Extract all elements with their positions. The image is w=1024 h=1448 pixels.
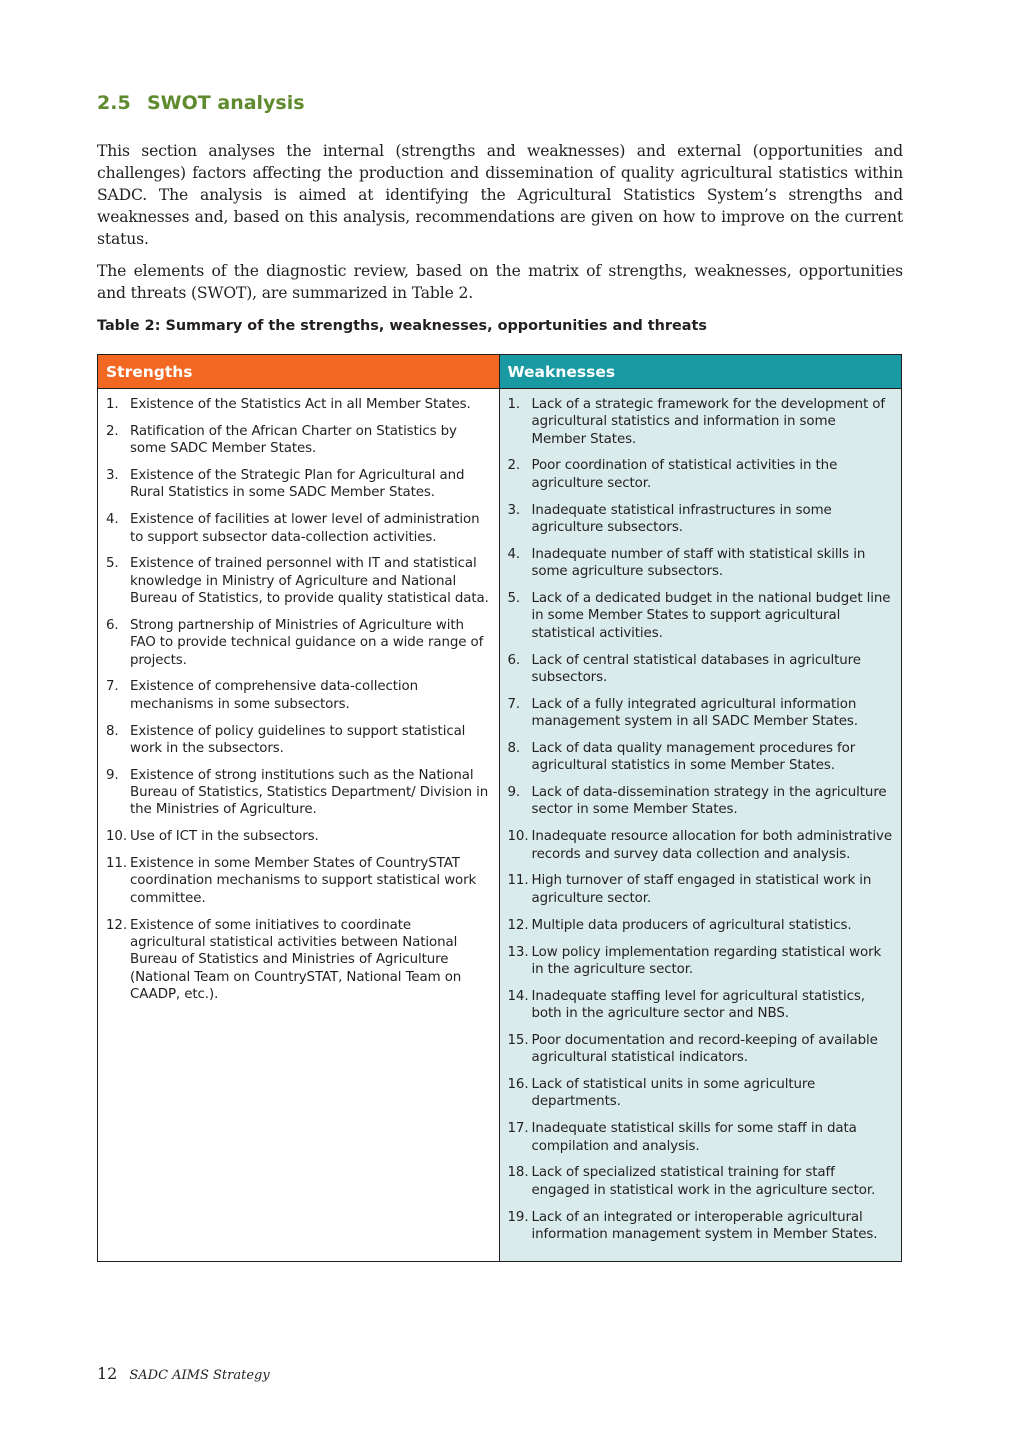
item-text: Low policy implementation regarding statistical work in the agriculture sector. [531, 944, 882, 977]
running-title: SADC AIMS Strategy [129, 1368, 270, 1383]
table-caption: Table 2: Summary of the strengths, weaknesses, opportunities and threats [97, 318, 707, 334]
intro-paragraphs [97, 140, 903, 314]
weakness-item [508, 828, 894, 863]
item-text: Strong partnership of Ministries of Agriculture with FAO to provide technical guidance on a wide range of projects. [130, 617, 484, 668]
item-text: Multiple data producers of agricultural statistics. [531, 917, 852, 933]
page-footer [97, 1364, 270, 1383]
item-number: 3. [507, 502, 521, 518]
item-number: 16. [507, 1077, 529, 1093]
item-text: Ratification of the African Charter on Statistics by some SADC Member States. [130, 423, 457, 457]
item-number: 4. [106, 512, 119, 528]
paragraph: The elements of the diagnostic review, based on the matrix of strengths, weaknesses, opportunities and threats (SWOT), are summarized in Table 2. [97, 262, 903, 302]
weakness-item [508, 944, 894, 979]
item-number: 10. [507, 829, 529, 845]
item-text: Inadequate statistical infrastructures in some agriculture subsectors. [531, 502, 832, 535]
strength-item [106, 467, 491, 502]
weakness-item [508, 1032, 894, 1067]
item-number: 18. [507, 1165, 529, 1181]
item-number: 17. [507, 1121, 529, 1137]
item-number: 9. [106, 767, 119, 783]
item-text: Lack of an integrated or interoperable agricultural information management system in Member States. [531, 1209, 878, 1242]
weakness-item [508, 988, 894, 1023]
item-text: Lack of specialized statistical training for staff engaged in statistical work in the agriculture sector. [531, 1165, 876, 1198]
item-text: Lack of data-dissemination strategy in the agriculture sector in some Member States. [531, 785, 887, 818]
section-title [97, 92, 305, 114]
strength-item [106, 511, 491, 546]
strengths-list [98, 389, 499, 1021]
strength-item [106, 423, 491, 458]
section-number: 2.5 [97, 92, 131, 114]
item-number: 12. [507, 917, 529, 933]
weaknesses-header: Weaknesses [500, 355, 902, 389]
weakness-item [508, 546, 894, 581]
item-number: 2. [507, 458, 521, 474]
item-text: Existence of the Strategic Plan for Agricultural and Rural Statistics in some SADC Member States. [130, 468, 465, 501]
item-text: Lack of a dedicated budget in the national budget line in some Member States to support agricultural statistical activities. [531, 591, 891, 641]
section-title-text: SWOT analysis [147, 92, 305, 114]
item-number: 12. [106, 917, 127, 933]
weakness-item [508, 1164, 894, 1199]
item-number: 14. [507, 988, 529, 1004]
item-text: Poor documentation and record-keeping of available agricultural statistical indicators. [531, 1032, 878, 1066]
weakness-item [508, 590, 894, 642]
strength-item [106, 855, 491, 907]
item-number: 6. [507, 652, 521, 668]
item-number: 2. [106, 423, 119, 439]
weakness-item [508, 917, 894, 934]
item-text: High turnover of staff engaged in statistical work in agriculture sector. [531, 873, 872, 906]
item-text: Lack of a fully integrated agricultural information management system in all SADC Member States. [531, 696, 858, 730]
item-number: 6. [106, 617, 119, 633]
item-number: 13. [507, 944, 529, 960]
strength-item [106, 917, 491, 1003]
item-text: Existence of facilities at lower level of administration to support subsector data-collection activities. [130, 512, 480, 545]
paragraph: This section analyses the internal (strengths and weaknesses) and external (opportunities and challenges) factors affecting the production and dissemination of quality agricultural statistics within SADC. The analysis is aimed at identifying the Agricultural Statistics System’s strengths and weaknesses and, based on this analysis, recommendations are given on how to improve on the current status. [97, 142, 903, 248]
item-number: 7. [507, 696, 521, 712]
strength-item [106, 767, 491, 819]
strengths-column [98, 355, 500, 1261]
item-text: Inadequate statistical skills for some staff in data compilation and analysis. [531, 1121, 857, 1154]
item-number: 9. [507, 785, 521, 801]
item-text: Lack of a strategic framework for the development of agricultural statistics and information in some Member States. [531, 397, 885, 447]
item-number: 5. [106, 556, 119, 572]
strength-item [106, 396, 491, 413]
weakness-item [508, 696, 894, 731]
item-text: Existence of trained personnel with IT and statistical knowledge in Ministry of Agriculture and National Bureau of Statistics, to provide quality statistical data. [130, 556, 489, 607]
item-text: Lack of data quality management procedures for agricultural statistics in some Member States. [531, 740, 856, 774]
item-text: Existence in some Member States of CountrySTAT coordination mechanisms to support statistical work committee. [130, 856, 477, 906]
weakness-item [508, 396, 894, 448]
strength-item [106, 828, 491, 845]
item-number: 11. [507, 873, 529, 889]
item-number: 8. [507, 740, 521, 756]
item-text: Inadequate number of staff with statistical skills in some agriculture subsectors. [531, 546, 866, 580]
strength-item [106, 617, 491, 669]
item-number: 10. [106, 829, 127, 845]
weaknesses-list [500, 389, 902, 1261]
weakness-item [508, 1209, 894, 1244]
weakness-item [508, 1076, 894, 1111]
strengths-header: Strengths [98, 355, 499, 389]
item-text: Inadequate staffing level for agricultural statistics, both in the agriculture sector and NBS. [531, 988, 865, 1022]
item-number: 4. [507, 546, 521, 562]
item-number: 15. [507, 1032, 529, 1048]
swot-table [97, 354, 902, 1262]
weakness-item [508, 872, 894, 907]
item-number: 3. [106, 468, 119, 484]
strength-item [106, 723, 491, 758]
weakness-item [508, 1120, 894, 1155]
weakness-item [508, 740, 894, 775]
item-text: Existence of policy guidelines to support statistical work in the subsectors. [130, 723, 466, 756]
weakness-item [508, 784, 894, 819]
strength-item [106, 555, 491, 607]
item-text: Use of ICT in the subsectors. [130, 829, 319, 845]
item-number: 5. [507, 591, 521, 607]
weakness-item [508, 652, 894, 687]
weaknesses-column [500, 355, 902, 1261]
item-text: Existence of strong institutions such as the National Bureau of Statistics, Statistics Department/ Division in the Ministries of Agriculture. [130, 767, 489, 818]
item-text: Lack of statistical units in some agriculture departments. [531, 1077, 816, 1110]
item-text: Existence of comprehensive data-collection mechanisms in some subsectors. [130, 679, 418, 712]
item-text: Existence of the Statistics Act in all Member States. [130, 397, 471, 412]
item-text: Existence of some initiatives to coordinate agricultural statistical activities between National Bureau of Statistics and Ministries of Agriculture (National Team on CountrySTAT, National Team on CAADP, etc.). [130, 917, 462, 1002]
weakness-item [508, 502, 894, 537]
item-number: 7. [106, 679, 119, 695]
item-number: 8. [106, 723, 119, 739]
item-text: Poor coordination of statistical activities in the agriculture sector. [531, 458, 838, 491]
item-number: 19. [507, 1209, 529, 1225]
item-text: Inadequate resource allocation for both administrative records and survey data collection and analysis. [531, 829, 893, 862]
weakness-item [508, 457, 894, 492]
page-number: 12 [97, 1364, 118, 1383]
item-text: Lack of central statistical databases in agriculture subsectors. [531, 652, 861, 685]
strength-item [106, 678, 491, 713]
item-number: 11. [106, 856, 127, 872]
item-number: 1. [507, 397, 521, 412]
item-number: 1. [106, 397, 119, 412]
